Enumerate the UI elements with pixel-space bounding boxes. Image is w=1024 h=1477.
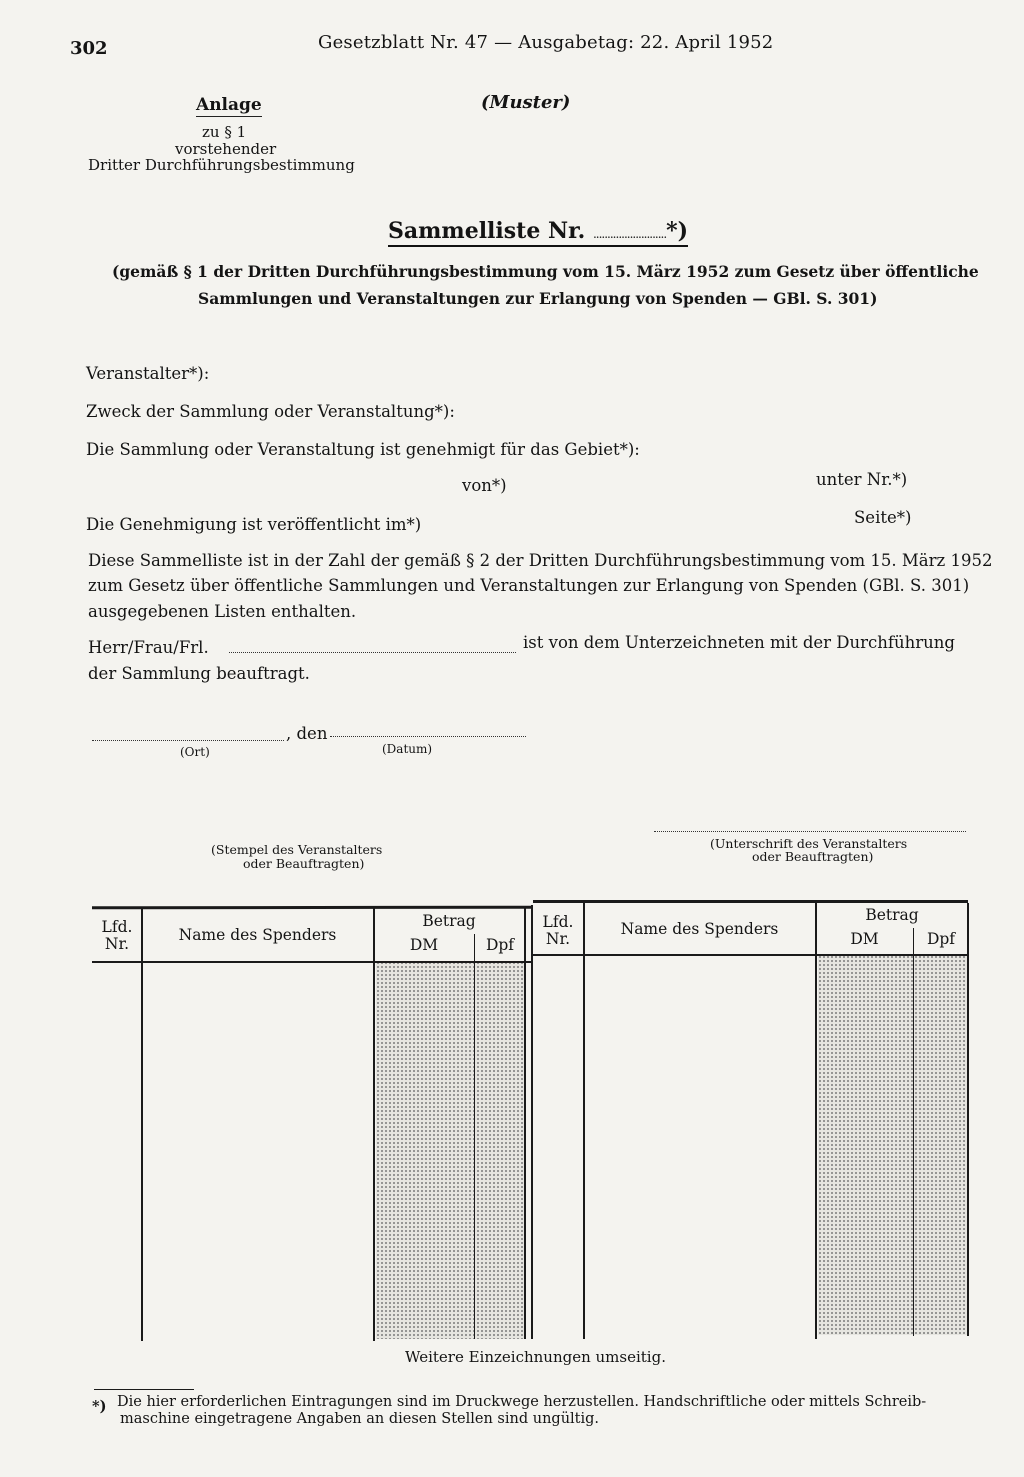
paragraph-line2: zum Gesetz über öffentliche Sammlungen und Veranstaltungen zur Erlangung von Spenden (GBl. S. 301)	[88, 576, 970, 595]
footnote-line1: Die hier erforderlichen Eintragungen sind im Druckwege herzustellen. Handschriftliche oder mittels Schreib-	[117, 1394, 927, 1410]
col-header-lfd-nr	[94, 919, 140, 953]
veranstalter-label: Veranstalter*):	[86, 364, 210, 383]
unter-nr-label: unter Nr.*)	[816, 470, 908, 489]
col-divider	[815, 903, 817, 1339]
col-header-nr: Nr.	[104, 935, 130, 953]
col-header-betrag-right: Betrag	[865, 906, 919, 924]
form-subtitle-line2: Sammlungen und Veranstaltungen zur Erlangung von Spenden — GBl. S. 301)	[198, 289, 878, 308]
herr-label: Herr/Frau/Frl.	[88, 638, 209, 657]
unterschrift-field[interactable]	[654, 831, 966, 832]
herr-text-line2: der Sammlung beauftragt.	[88, 664, 310, 683]
table-note: Weitere Einzeichnungen umseitig.	[405, 1348, 666, 1366]
col-divider	[583, 903, 585, 1339]
table-header-rule-left	[92, 961, 533, 963]
unterschrift-caption-line1: (Unterschrift des Veranstalters	[710, 836, 908, 851]
anlage-reference-line2: vorstehender	[175, 140, 277, 158]
beauftragter-name-field[interactable]	[229, 652, 516, 653]
col-divider	[524, 907, 526, 1339]
footnote-line2: maschine eingetragene Angaben an diesen Stellen sind ungültig.	[120, 1411, 600, 1427]
form-title-text: Sammelliste Nr.	[388, 218, 586, 244]
table-top-rule-right	[533, 900, 968, 903]
col-header-dpf: Dpf	[485, 936, 515, 954]
stempel-caption-line1: (Stempel des Veranstalters	[211, 842, 383, 857]
col-divider	[141, 909, 143, 1341]
von-label: von*)	[462, 476, 507, 495]
paragraph-line3: ausgegebenen Listen enthalten.	[88, 602, 357, 621]
page-header-title: Gesetzblatt Nr. 47 — Ausgabetag: 22. April 1952	[318, 32, 774, 53]
col-header-dpf-right: Dpf	[926, 930, 956, 948]
col-header-lfd: Lfd.	[542, 913, 574, 931]
anlage-reference: zu § 1	[202, 123, 247, 141]
col-header-lfd-nr-right	[534, 914, 582, 948]
page-number: 302	[70, 38, 108, 59]
betrag-area-left[interactable]	[376, 961, 524, 1339]
col-header-dm: DM	[409, 936, 439, 954]
footnote-marker: *)	[92, 1398, 107, 1415]
zweck-label: Zweck der Sammlung oder Veranstaltung*):	[86, 402, 455, 421]
stempel-caption-line2: oder Beauftragten)	[243, 856, 365, 871]
table-top-rule-left	[92, 906, 533, 910]
col-divider	[531, 905, 533, 1339]
form-title	[388, 218, 688, 247]
anlage-reference-line3: Dritter Durchführungsbestimmung	[88, 156, 355, 174]
unterschrift-caption-line2: oder Beauftragten)	[752, 849, 874, 864]
datum-caption: (Datum)	[382, 742, 433, 756]
col-header-betrag: Betrag	[422, 912, 476, 930]
ort-caption: (Ort)	[180, 745, 210, 759]
col-header-lfd: Lfd.	[101, 918, 133, 936]
datum-field[interactable]	[330, 736, 526, 737]
ort-field[interactable]	[92, 740, 284, 741]
anlage-title: Anlage	[196, 95, 262, 115]
form-subtitle-line1: (gemäß § 1 der Dritten Durchführungsbestimmung vom 15. März 1952 zum Gesetz über öffentliche	[112, 262, 979, 281]
form-number-blank[interactable]: ..........................	[592, 227, 667, 241]
col-header-name: Name des Spenders	[178, 926, 337, 944]
seite-label: Seite*)	[854, 508, 912, 527]
table-header-rule-right	[533, 954, 968, 956]
veroeffentlicht-label: Die Genehmigung ist veröffentlicht im*)	[86, 515, 422, 534]
col-divider	[913, 928, 914, 1336]
gebiet-label: Die Sammlung oder Veranstaltung ist genehmigt für das Gebiet*):	[86, 440, 640, 459]
col-divider	[967, 903, 969, 1336]
col-header-dm-right: DM	[850, 930, 879, 948]
herr-text: ist von dem Unterzeichneten mit der Durchführung	[523, 633, 955, 652]
betrag-area-right[interactable]	[818, 955, 968, 1335]
muster-label: (Muster)	[481, 92, 571, 113]
paragraph-line1: Diese Sammelliste ist in der Zahl der gemäß § 2 der Dritten Durchführungsbestimmung vom 15. März 1952	[88, 551, 993, 570]
col-header-name-right: Name des Spenders	[620, 920, 779, 938]
col-divider	[474, 934, 475, 1339]
form-title-suffix: *)	[666, 218, 689, 244]
col-divider	[373, 908, 375, 1341]
col-header-nr: Nr.	[545, 930, 571, 948]
footnote-rule	[94, 1389, 194, 1390]
den-label: , den	[286, 724, 328, 743]
